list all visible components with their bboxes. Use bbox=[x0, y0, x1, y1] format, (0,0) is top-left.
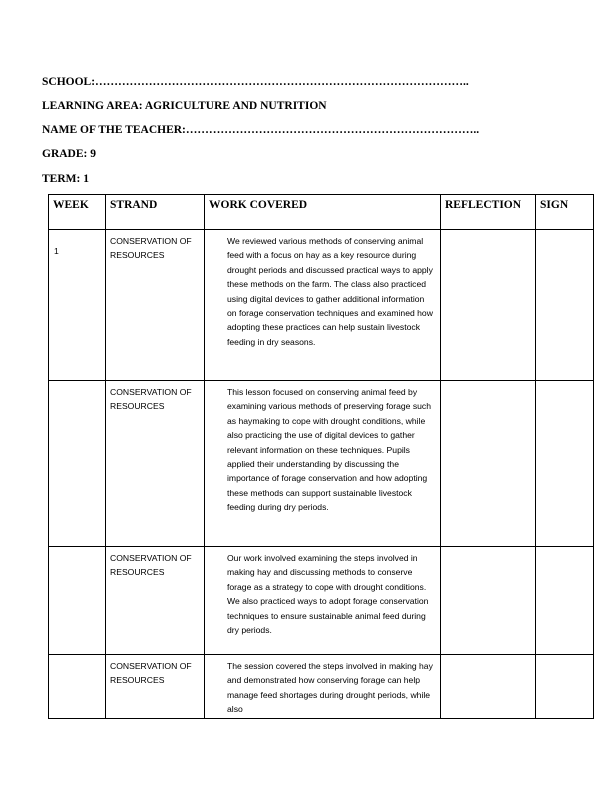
reflection-cell bbox=[441, 381, 536, 547]
reflection-cell bbox=[441, 547, 536, 655]
work-covered-cell: We reviewed various methods of conserving animal feed with a focus on hay as a key resource during drought periods and discussed practical ways to apply these methods on the farm. The class also practiced using digital devices to gather additional information on forage conservation techniques and examined how adopting these practices can help sustain livestock feeding in dry seasons. bbox=[205, 230, 441, 381]
col-header-sign: SIGN bbox=[536, 195, 594, 230]
term-line: TERM: 1 bbox=[42, 173, 89, 185]
col-header-reflection: REFLECTION bbox=[441, 195, 536, 230]
learning-area-line: LEARNING AREA: AGRICULTURE AND NUTRITION bbox=[42, 100, 327, 112]
sign-cell bbox=[536, 655, 594, 719]
sign-cell bbox=[536, 230, 594, 381]
strand-cell: CONSERVATION OF RESOURCES bbox=[106, 381, 205, 547]
table-header-row bbox=[49, 195, 594, 230]
table-row bbox=[49, 547, 594, 655]
work-covered-cell: Our work involved examining the steps involved in making hay and discussing methods to conserve forage as a strategy to cope with drought conditions. We also practiced ways to adopt forage conservation techniques to ensure sustainable animal feed during dry periods. bbox=[205, 547, 441, 655]
col-header-week: WEEK bbox=[49, 195, 106, 230]
week-cell bbox=[49, 655, 106, 719]
school-line: SCHOOL:…………………………………………………………………………………….. bbox=[42, 76, 469, 88]
col-header-strand: STRAND bbox=[106, 195, 205, 230]
strand-cell: CONSERVATION OF RESOURCES bbox=[106, 547, 205, 655]
week-cell: 1 bbox=[49, 230, 106, 381]
work-covered-cell: The session covered the steps involved in making hay and demonstrated how conserving forage can help manage feed shortages during drought periods, while also bbox=[205, 655, 441, 719]
reflection-cell bbox=[441, 655, 536, 719]
table-row bbox=[49, 230, 594, 381]
sign-cell bbox=[536, 381, 594, 547]
table-row bbox=[49, 655, 594, 719]
table-row bbox=[49, 381, 594, 547]
reflection-cell bbox=[441, 230, 536, 381]
strand-cell: CONSERVATION OF RESOURCES bbox=[106, 230, 205, 381]
work-covered-cell: This lesson focused on conserving animal feed by examining various methods of preserving forage such as haymaking to cope with drought conditions, while also practicing the use of digital devices to gather relevant information on these techniques. Pupils applied their understanding by discussing the importance of forage conservation and how adopting these methods can support sustainable livestock feeding during dry periods. bbox=[205, 381, 441, 547]
week-cell bbox=[49, 547, 106, 655]
col-header-work-covered: WORK COVERED bbox=[205, 195, 441, 230]
teacher-name-line: NAME OF THE TEACHER:………………………………………………………………….. bbox=[42, 124, 480, 136]
week-cell bbox=[49, 381, 106, 547]
grade-line: GRADE: 9 bbox=[42, 148, 96, 160]
work-record-table bbox=[48, 194, 594, 719]
sign-cell bbox=[536, 547, 594, 655]
strand-cell: CONSERVATION OF RESOURCES bbox=[106, 655, 205, 719]
